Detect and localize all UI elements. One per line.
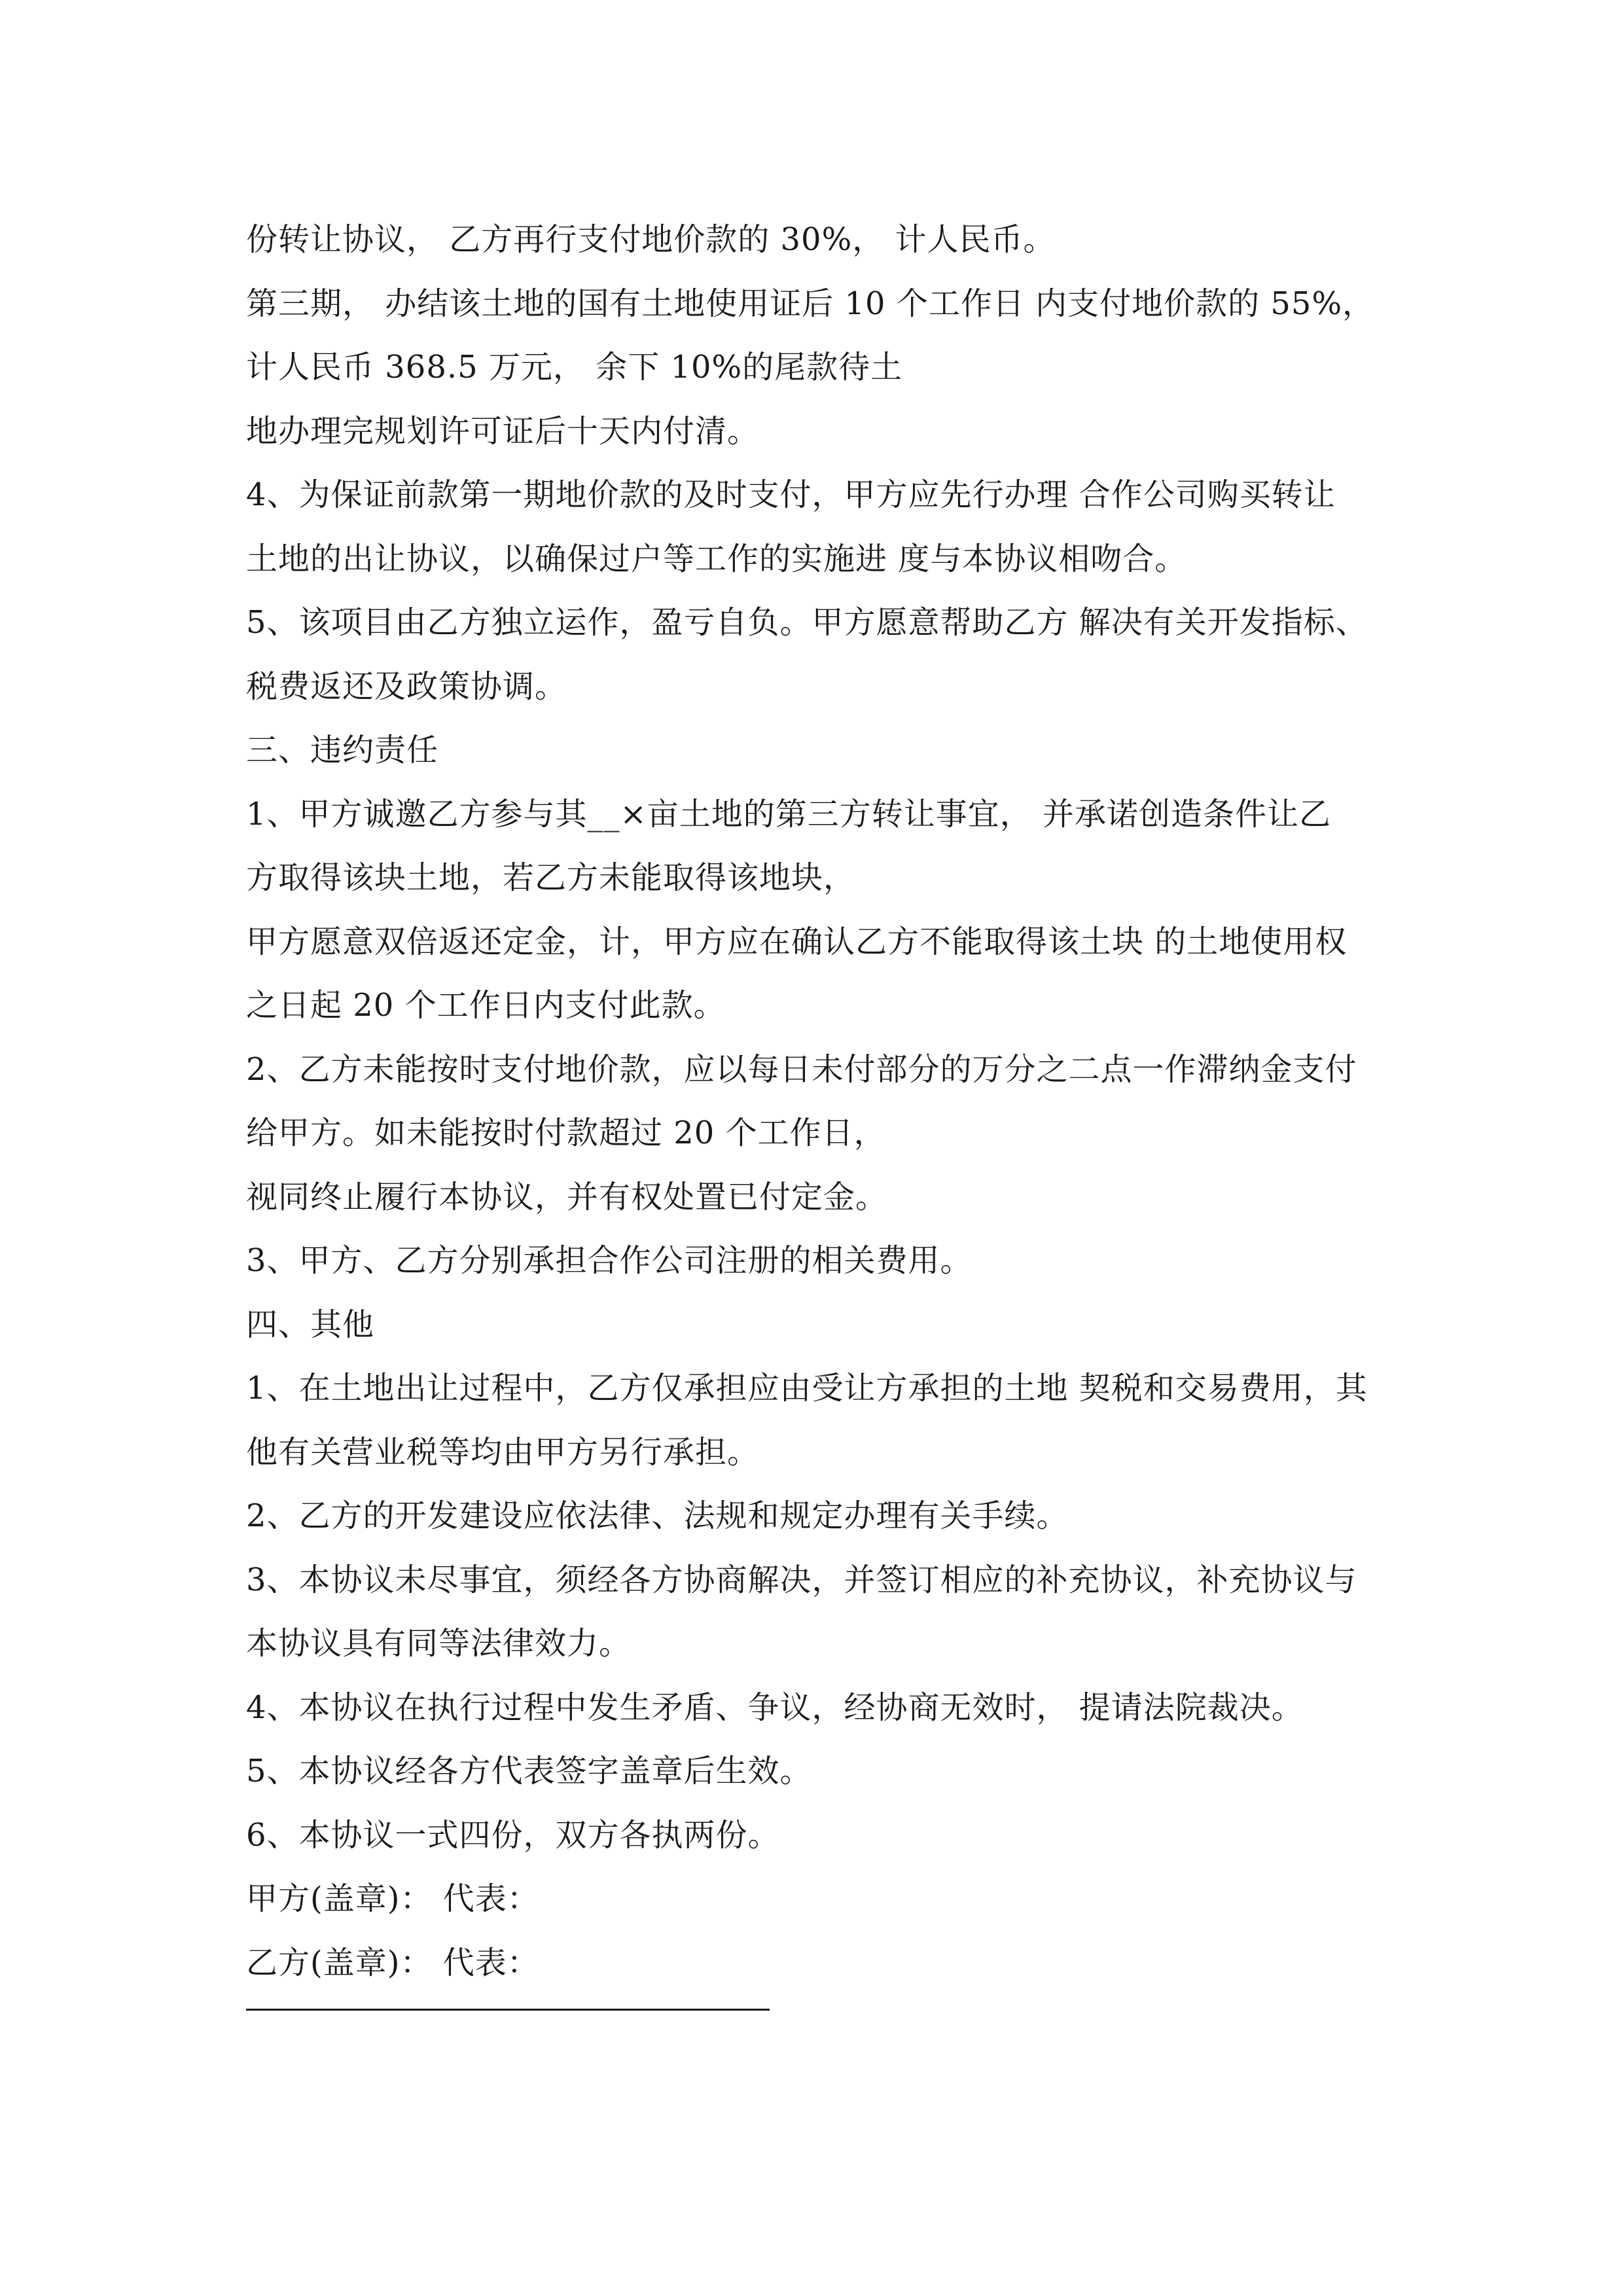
- text-line: 第三期， 办结该土地的国有土地使用证后 10 个工作日 内支付地价款的 55%，: [246, 285, 1375, 322]
- section-heading: 三、违约责任: [246, 732, 439, 768]
- text-line: 6、本协议一式四份，双方各执两份。: [246, 1816, 780, 1854]
- text-line: 4、为保证前款第一期地价款的及时支付，甲方应先行办理 合作公司购买转让: [246, 476, 1336, 513]
- signature-line-party-a: 甲方(盖章)： 代表：: [246, 1880, 539, 1917]
- text-line: 土地的出让协议，以确保过户等工作的实施进 度与本协议相吻合。: [246, 540, 1187, 577]
- text-line: 之日起 20 个工作日内支付此款。: [246, 987, 726, 1024]
- text-line: 5、本协议经各方代表签字盖章后生效。: [246, 1753, 812, 1789]
- text-line: 5、该项目由乙方独立运作，盈亏自负。甲方愿意帮助乙方 解决有关开发指标、: [246, 604, 1368, 641]
- section-heading: 四、其他: [246, 1306, 375, 1343]
- text-line: 给甲方。如未能按时付款超过 20 个工作日，: [246, 1115, 886, 1151]
- text-line: 本协议具有同等法律效力。: [246, 1625, 632, 1662]
- text-line: 3、本协议未尽事宜，须经各方协商解决，并签订相应的补充协议，补充协议与: [246, 1561, 1357, 1598]
- text-line: 计人民币 368.5 万元， 余下 10%的尾款待土: [246, 349, 903, 386]
- text-line: 地办理完规划许可证后十天内付清。: [246, 412, 760, 450]
- signature-line-party-b: 乙方(盖章)： 代表：: [246, 1944, 539, 1981]
- signature-rule: [246, 2009, 770, 2011]
- text-line: 4、本协议在执行过程中发生矛盾、争议，经协商无效时， 提请法院裁决。: [246, 1689, 1304, 1726]
- text-line: 3、甲方、乙方分别承担合作公司注册的相关费用。: [246, 1242, 972, 1279]
- text-line: 方取得该块土地，若乙方未能取得该地块，: [246, 859, 856, 896]
- text-line: 1、在土地出让过程中，乙方仅承担应由受让方承担的土地 契税和交易费用，其: [246, 1370, 1368, 1407]
- text-line: 税费返还及政策协调。: [246, 668, 567, 705]
- text-line: 视同终止履行本协议，并有权处置已付定金。: [246, 1178, 888, 1215]
- text-line: 1、甲方诚邀乙方参与其__×亩土地的第三方转让事宜， 并承诺创造条件让乙: [246, 795, 1332, 833]
- text-line: 他有关营业税等均由甲方另行承担。: [246, 1433, 760, 1471]
- text-line: 2、乙方未能按时支付地价款，应以每日未付部分的万分之二点一作滞纳金支付: [246, 1050, 1357, 1088]
- text-line: 份转让协议， 乙方再行支付地价款的 30%， 计人民币。: [246, 221, 1056, 258]
- text-line: 2、乙方的开发建设应依法律、法规和规定办理有关手续。: [246, 1498, 1069, 1534]
- text-line: 甲方愿意双倍返还定金，计，甲方应在确认乙方不能取得该土块 的土地使用权: [246, 923, 1347, 960]
- document-body: [246, 208, 1411, 1995]
